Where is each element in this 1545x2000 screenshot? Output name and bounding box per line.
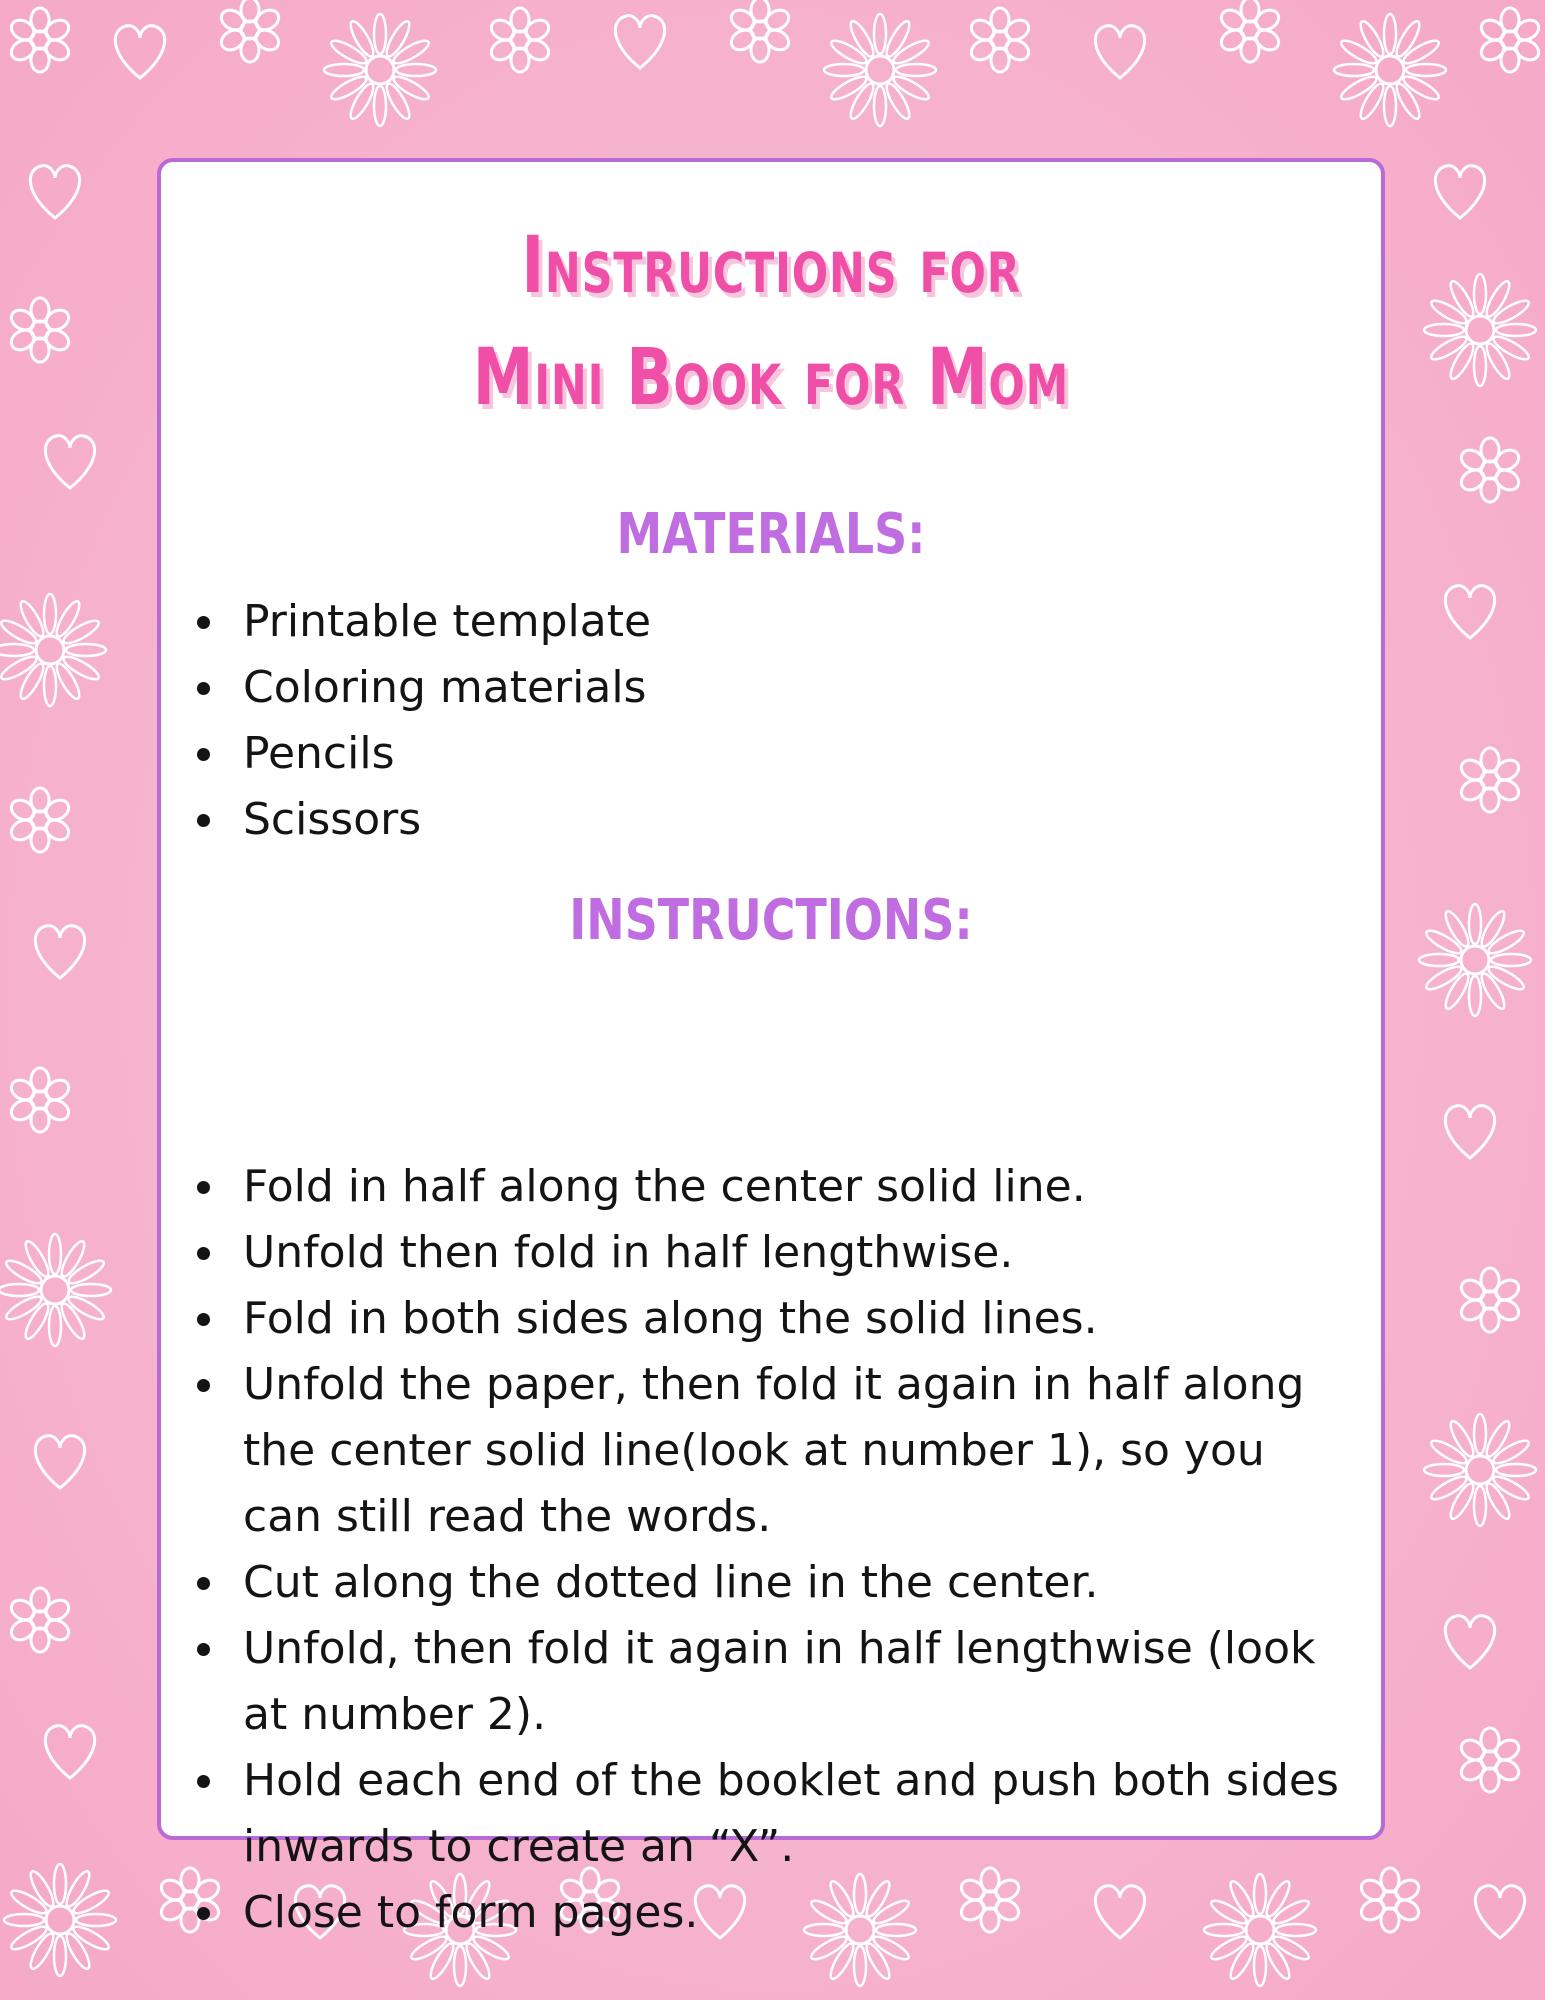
list-item: Coloring materials: [189, 655, 1339, 721]
list-item: Pencils: [189, 721, 1339, 787]
list-item: Hold each end of the booklet and push both sides inwards to create an “X”.: [189, 1748, 1339, 1880]
title-line-1: Instructions for: [521, 221, 1021, 311]
materials-heading: MATERIALS:: [616, 502, 926, 567]
list-item: Scissors: [189, 787, 1339, 853]
instructions-list: [189, 1154, 1339, 1946]
materials-list: [189, 589, 1339, 853]
list-item: Close to form pages.: [189, 1880, 1339, 1946]
list-item: Unfold then fold in half lengthwise.: [189, 1220, 1339, 1286]
list-item: Unfold, then fold it again in half lengthwise (look at number 2).: [189, 1616, 1339, 1748]
page-title: [295, 210, 1247, 434]
list-item: Unfold the paper, then fold it again in half along the center solid line(look at number 1), so you can still read the words.: [189, 1352, 1339, 1550]
instruction-card: [157, 158, 1385, 1938]
list-item: Cut along the dotted line in the center.: [189, 1550, 1339, 1616]
list-item: Fold in both sides along the solid lines.: [189, 1286, 1339, 1352]
list-item: Fold in half along the center solid line.: [189, 1154, 1339, 1220]
list-item: Printable template: [189, 589, 1339, 655]
title-line-2: Mini Book for Mom: [472, 333, 1070, 423]
instructions-heading: INSTRUCTIONS:: [569, 888, 973, 953]
